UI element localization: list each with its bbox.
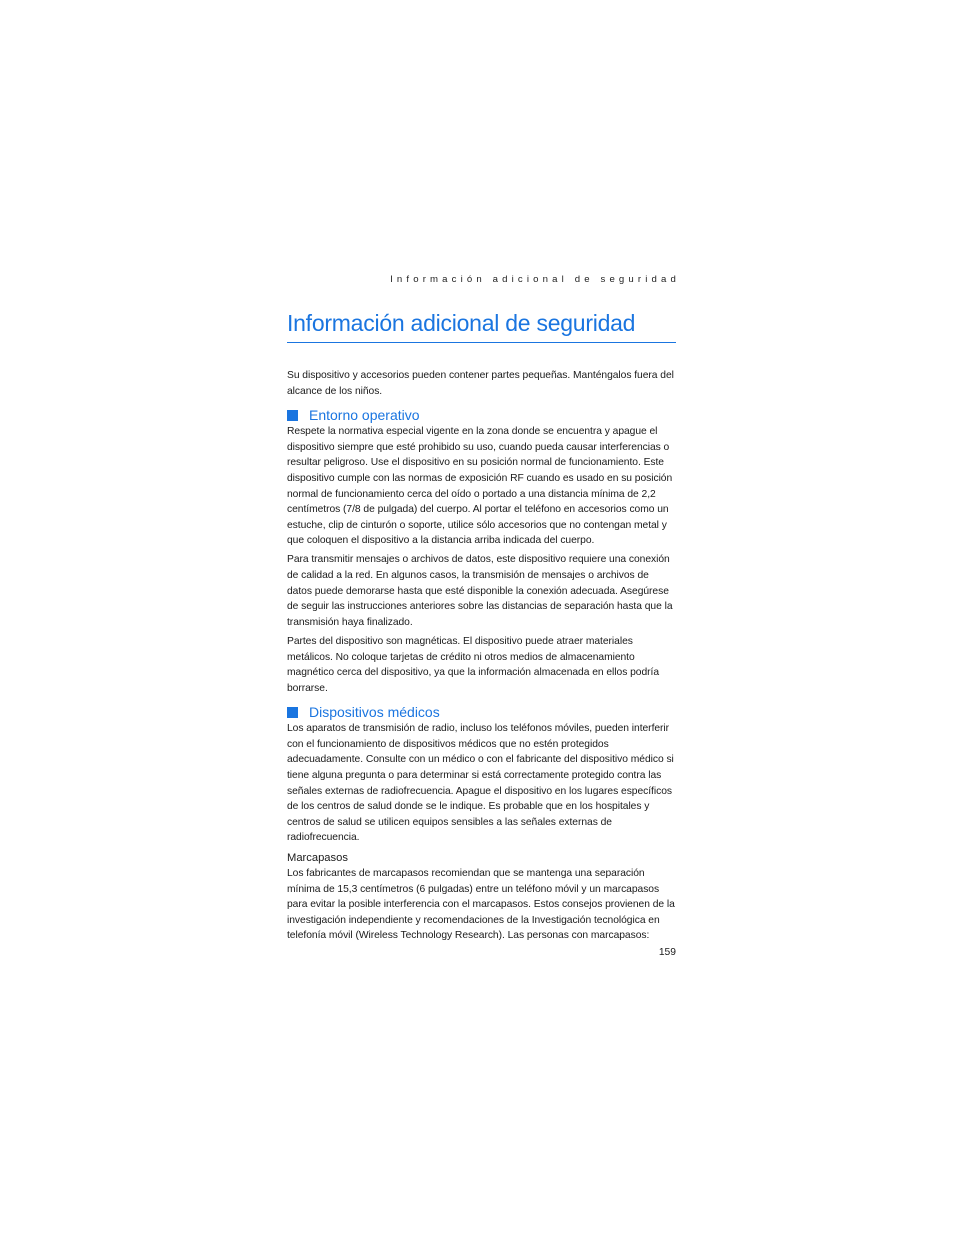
subsection-heading-marcapasos: Marcapasos (287, 852, 348, 865)
section-heading-dispositivos-medicos (287, 704, 676, 721)
chapter-title: Información adicional de seguridad (287, 308, 676, 343)
body-paragraph: Los aparatos de transmisión de radio, incluso los teléfonos móviles, pueden interferir con el funcionamiento de dispositivos médicos que no estén protegidos adecuadamente. Consulte con un médico o con el fabricante del dispositivo médico si tiene alguna pregunta o para determinar si está correctamente protegido contra las señales externas de radiofrecuencia. Apague el dispositivo en los lugares específicos de los centros de salud donde se le indique. Es probable que en los hospitales y centros de salud se utilicen equipos sensibles a las señales externas de radiofrecuencia. (287, 723, 674, 844)
section-heading-label: Entorno operativo (309, 407, 420, 424)
section-heading-entorno-operativo (287, 407, 676, 424)
blue-square-bullet-icon (287, 410, 298, 421)
body-paragraph: Para transmitir mensajes o archivos de datos, este dispositivo requiere una conexión de calidad a la red. En algunos casos, la transmisión de mensajes o archivos de datos puede demorarse hasta que esté disponible la conexión adecuada. Asegúrese de seguir las instrucciones anteriores sobre las distancias de separación hasta que la transmisión haya finalizado. (287, 554, 673, 628)
body-paragraph: Partes del dispositivo son magnéticas. El dispositivo puede atraer materiales metálicos. No coloque tarjetas de crédito ni otros medios de almacenamiento magnético cerca del dispositivo, ya que la información almacenada en ellos podría borrarse. (287, 635, 660, 694)
body-paragraph: Los fabricantes de marcapasos recomiendan que se mantenga una separación mínima de 15,3 centímetros (6 pulgadas) entre un teléfono móvil y un marcapasos para evitar la posible interferencia con el marcapasos. Estos consejos provienen de la investigación independiente y recomendaciones de la Investigación tecnológica en telefonía móvil (Wireless Technology Research). Las personas con marcapasos: (287, 868, 675, 942)
blue-square-bullet-icon (287, 707, 298, 718)
intro-paragraph: Su dispositivo y accesorios pueden contener partes pequeñas. Manténgalos fuera del alcance de los niños. (287, 370, 674, 397)
document-page (287, 270, 680, 958)
running-header: Información adicional de seguridad (390, 274, 680, 285)
page-number: 159 (658, 947, 676, 958)
section-heading-label: Dispositivos médicos (309, 704, 440, 721)
body-paragraph: Respete la normativa especial vigente en la zona donde se encuentra y apague el dispositivo siempre que esté prohibido su uso, cuando pueda causar interferencias o resultar peligroso. Use el dispositivo en su posición normal de funcionamiento. Este dispositivo cumple con las normas de exposición RF cuando es usado en su posición normal de funcionamiento cerca del oído o portado a una distancia mínima de 2,2 centímetros (7/8 de pulgada) del cuerpo. Al portar el teléfono en accesorios como un estuche, clip de cinturón o soporte, utilice sólo accesorios que no contengan metal y que coloquen el dispositivo a la distancia arriba indicada del cuerpo. (287, 426, 673, 547)
